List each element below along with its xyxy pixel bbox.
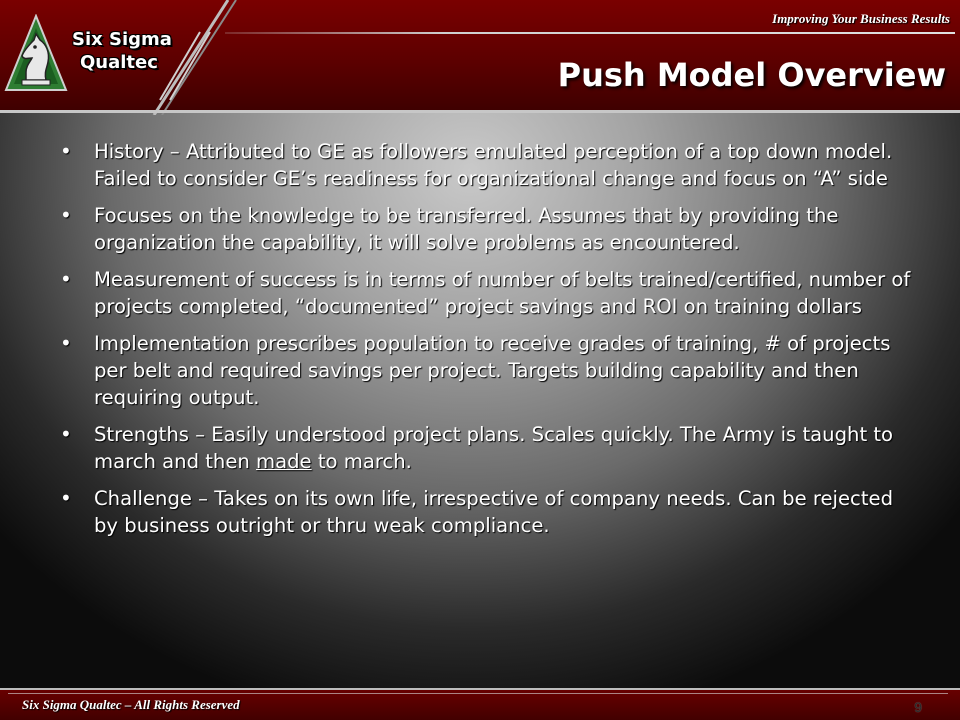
page-title: Push Model Overview [557,56,946,94]
tagline-rule [225,32,955,34]
brand-line-1: Six Sigma [72,29,172,50]
tagline: Improving Your Business Results [772,11,950,26]
bullet-text: Implementation prescribes population to receive grades of training, # of projects per belt and required savings per project. Targets building capability and then requiring output. [94,332,891,409]
knight-chess-piece-icon [4,14,68,92]
bullet-icon: • [60,139,72,163]
bullet-item [58,138,918,192]
bullet-text-after: to march. [311,450,412,473]
bullet-icon: • [60,331,72,355]
footer-inner-divider [8,693,948,694]
bullet-item [58,330,918,411]
bullet-text: Measurement of success is in terms of number of belts trained/certified, number of projects completed, “documented” project savings and ROI on training dollars [94,268,911,318]
bullet-text: History – Attributed to GE as followers emulated perception of a top down model. Failed to consider GE’s readiness for organizational change and focus on “A” side [94,140,893,190]
bullet-icon: • [60,267,72,291]
bullet-icon: • [60,203,72,227]
bullet-text-underlined: made [256,450,312,473]
bullet-item [58,202,918,256]
header-divider [0,110,960,113]
bullet-list [58,138,918,549]
brand-line-2: Qualtec [80,52,158,73]
bullet-text-before: Strengths – Easily understood project plans. Scales quickly. The Army is taught to march and then [94,423,894,473]
footer-divider [0,688,960,690]
bullet-text: Challenge – Takes on its own life, irrespective of company needs. Can be rejected by business outright or thru weak compliance. [94,487,894,537]
brand-name [72,28,172,74]
bullet-item [58,421,918,475]
bullet-item [58,485,918,539]
footer-copyright: Six Sigma Qualtec – All Rights Reserved [22,697,240,712]
bullet-icon: • [60,486,72,510]
bullet-icon: • [60,422,72,446]
bullet-text: Focuses on the knowledge to be transferred. Assumes that by providing the organization the capability, it will solve problems as encountered. [94,204,839,254]
bullet-item [58,266,918,320]
page-number: 9 [914,699,922,715]
